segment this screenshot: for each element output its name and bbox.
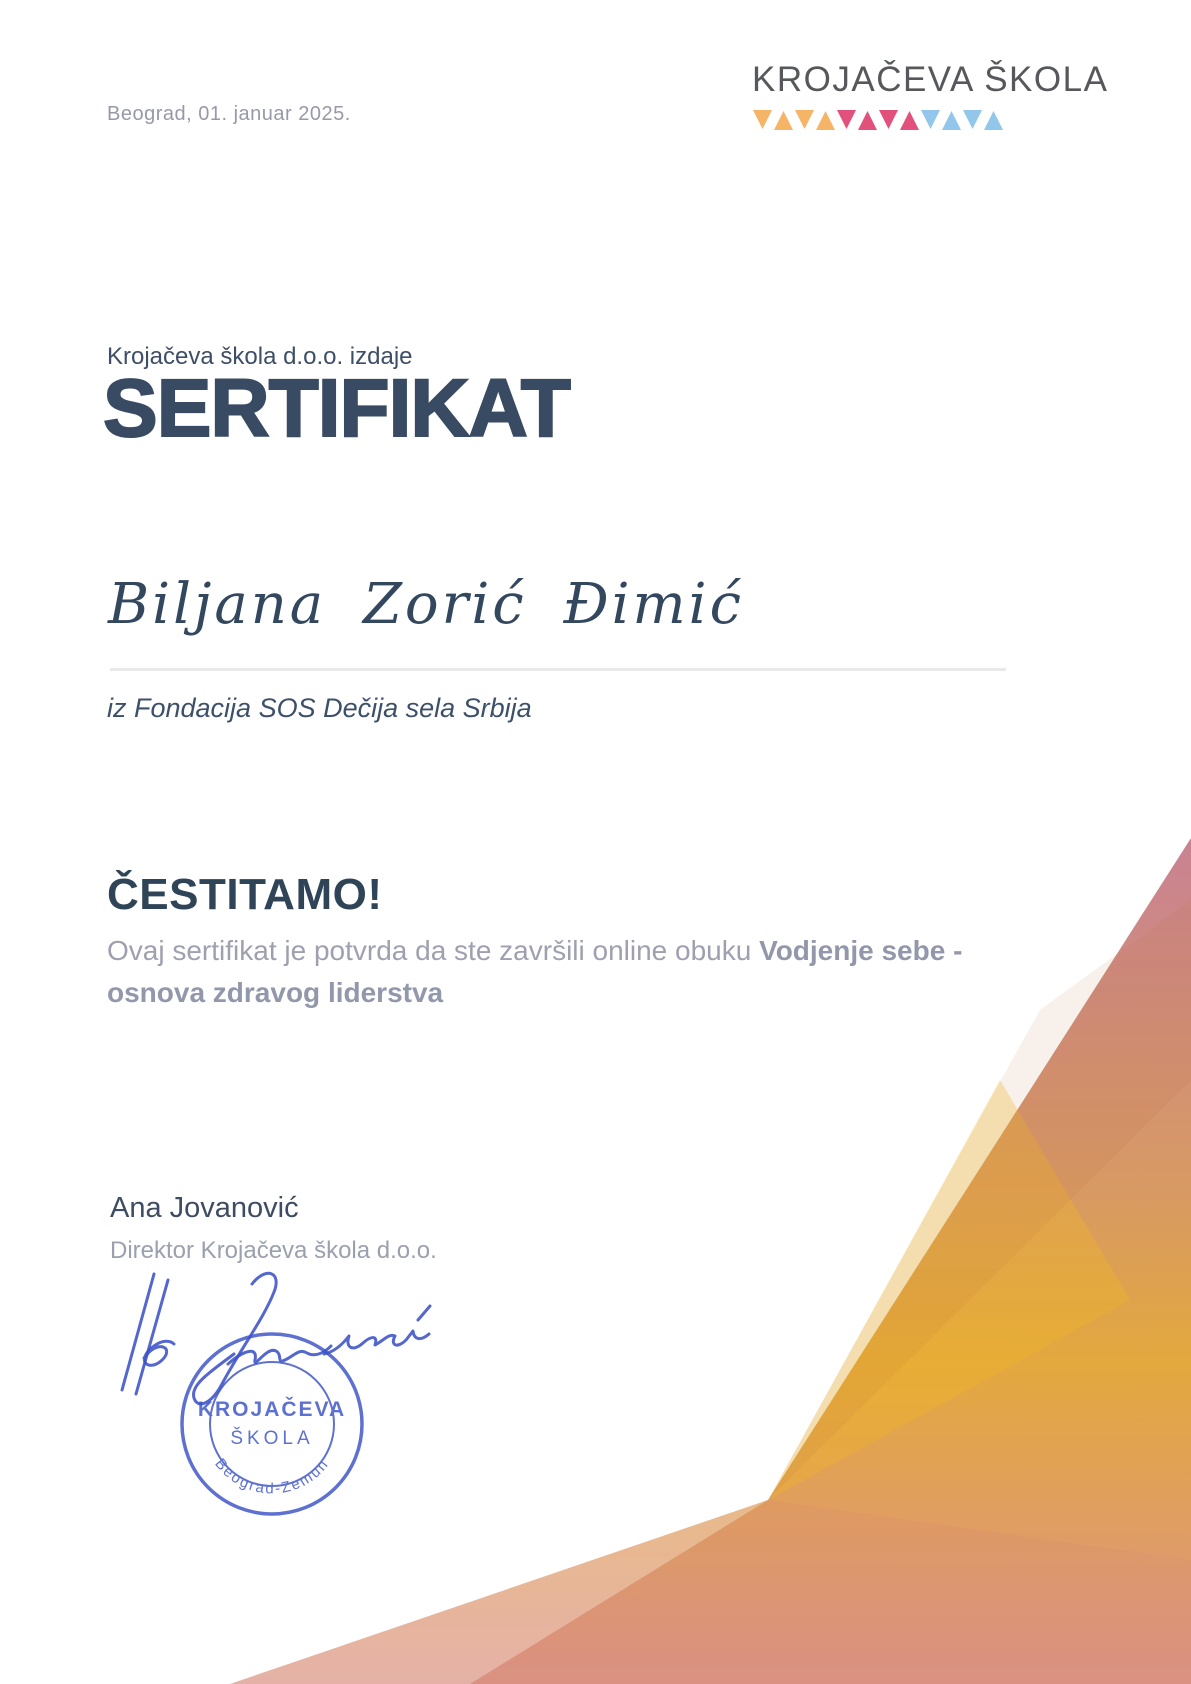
congrats-heading: ČESTITAMO! [107,870,383,919]
stamp-line2: ŠKOLA [230,1428,314,1449]
course-name: Vodjenje sebe - osnova zdravog liderstva [107,935,963,1008]
body-paragraph [107,930,973,1014]
logo [752,60,1109,131]
issuer-line: Krojačeva škola d.o.o. izdaje [107,343,413,370]
logo-triangles-icon [752,109,1004,131]
recipient-name: Biljana Zorić Đimić [108,572,744,637]
name-underline [110,668,1006,671]
date-location: Beograd, 01. januar 2025. [107,103,351,125]
certificate-title: SERTIFIKAT [103,363,570,454]
svg-text:Beograd-Zemun [211,1455,332,1497]
signer-name: Ana Jovanović [110,1192,299,1224]
signer-title: Direktor Krojačeva škola d.o.o. [110,1237,437,1264]
logo-text: KROJAČEVA ŠKOLA [752,60,1109,99]
stamp-line1: KROJAČEVA [197,1398,347,1421]
recipient-affiliation: iz Fondacija SOS Dečija sela Srbija [107,693,532,723]
stamp-arc-text: Beograd-Zemun [211,1455,333,1498]
body-text: Ovaj sertifikat je potvrda da ste završili online obuku [107,935,760,966]
signature-icon [100,1258,440,1408]
